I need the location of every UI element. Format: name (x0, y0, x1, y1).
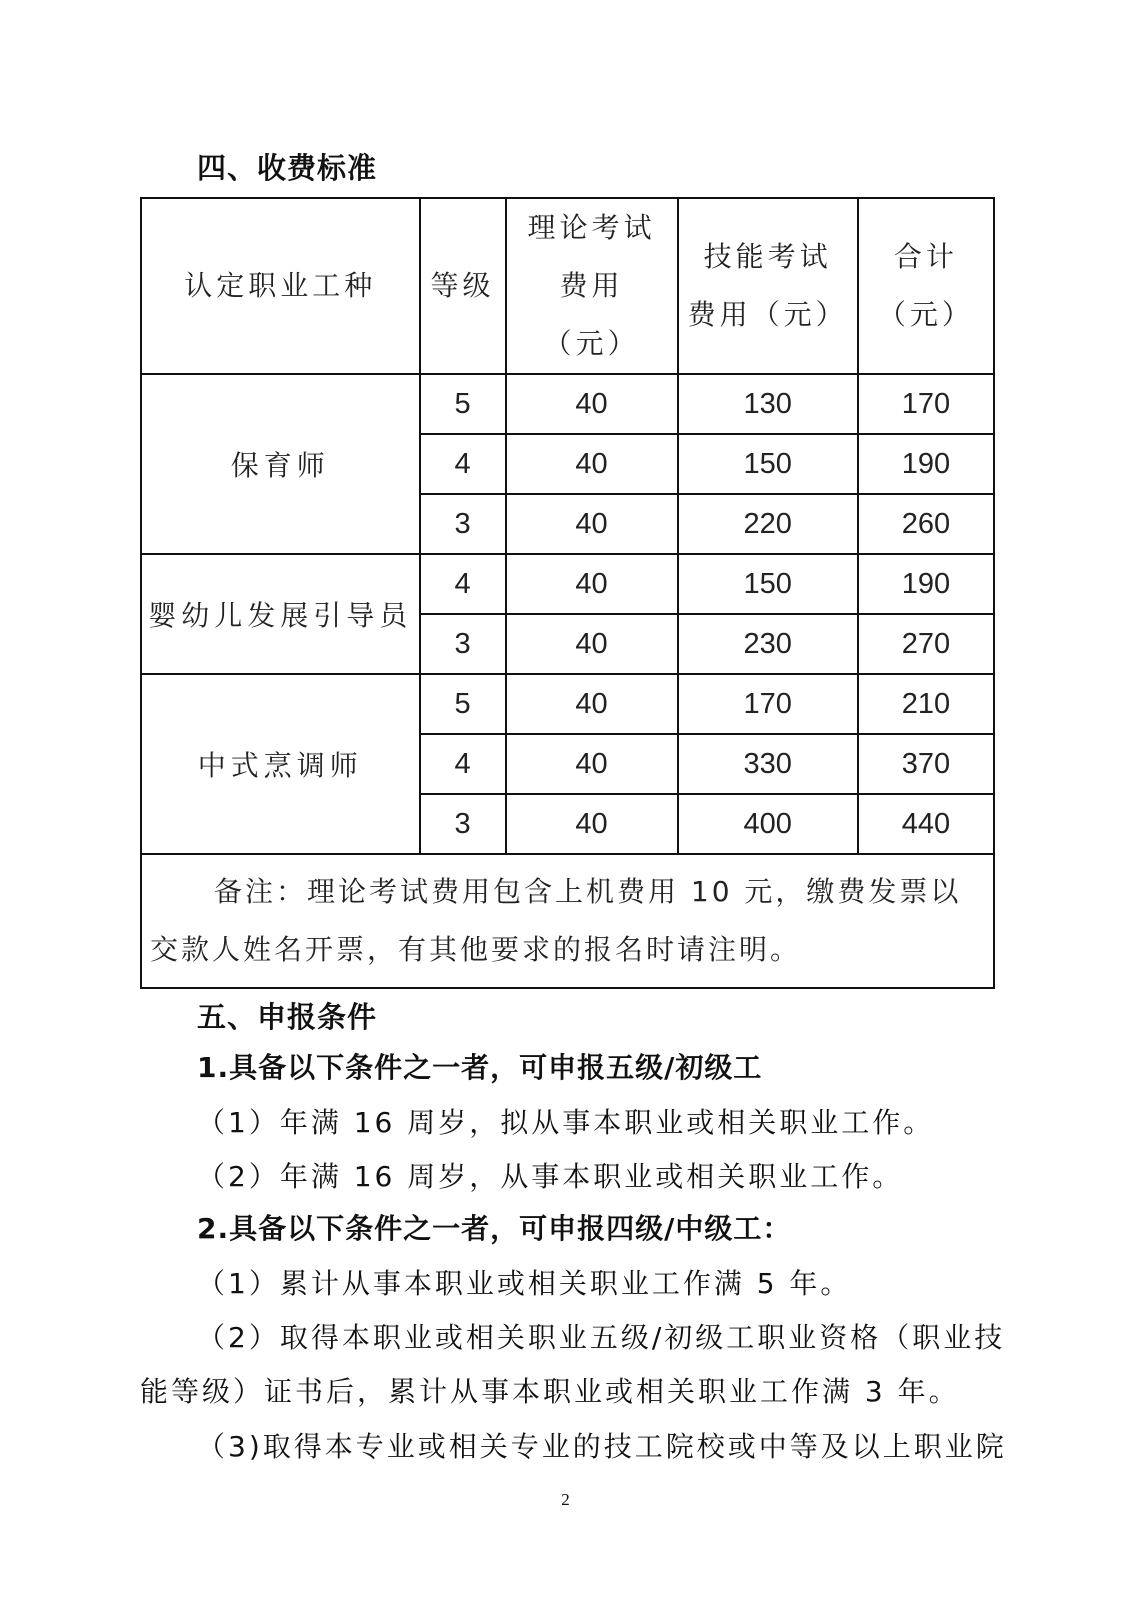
fee-table (140, 197, 995, 989)
section-4-title: 四、收费标准 (197, 151, 378, 185)
total-cell: 370 (858, 734, 994, 794)
theory-fee-cell: 40 (506, 734, 678, 794)
header-level: 等级 (420, 198, 506, 374)
skill-fee-cell: 400 (678, 794, 858, 854)
table-row (141, 554, 994, 614)
condition-2-item: （3)取得本专业或相关专业的技工院校或中等及以上职业院 (197, 1430, 1007, 1463)
theory-fee-cell: 40 (506, 494, 678, 554)
level-cell: 5 (420, 674, 506, 734)
total-cell: 440 (858, 794, 994, 854)
total-cell: 210 (858, 674, 994, 734)
note-cell (141, 854, 994, 988)
level-cell: 3 (420, 494, 506, 554)
section-5-title: 五、申报条件 (197, 1000, 378, 1034)
skill-fee-cell: 150 (678, 554, 858, 614)
skill-fee-cell: 220 (678, 494, 858, 554)
note-text: 备注：理论考试费用包含上机费用 10 元，缴费发票以交款人姓名开票，有其他要求的报名时请注明。 (150, 875, 962, 966)
theory-fee-cell: 40 (506, 374, 678, 434)
condition-1-title: 1.具备以下条件之一者，可申报五级/初级工 (197, 1051, 763, 1084)
condition-2-item: （2）取得本职业或相关职业五级/初级工职业资格（职业技 (197, 1321, 1006, 1354)
total-cell: 260 (858, 494, 994, 554)
table-header-row (141, 198, 994, 374)
header-occupation: 认定职业工种 (141, 198, 420, 374)
level-cell: 4 (420, 554, 506, 614)
skill-fee-cell: 230 (678, 614, 858, 674)
condition-2-item: （1）累计从事本职业或相关职业工作满 5 年。 (197, 1267, 852, 1300)
total-cell: 190 (858, 434, 994, 494)
condition-2-title: 2.具备以下条件之一者，可申报四级/中级工： (197, 1212, 792, 1245)
total-cell: 270 (858, 614, 994, 674)
condition-1-item: （1）年满 16 周岁，拟从事本职业或相关职业工作。 (197, 1106, 935, 1139)
header-theory-fee: 理论考试 费用 （元） (506, 198, 678, 374)
theory-fee-cell: 40 (506, 614, 678, 674)
total-cell: 190 (858, 554, 994, 614)
theory-fee-cell: 40 (506, 434, 678, 494)
header-total: 合计 （元） (858, 198, 994, 374)
skill-fee-cell: 170 (678, 674, 858, 734)
header-skill-fee: 技能考试 费用（元） (678, 198, 858, 374)
level-cell: 4 (420, 734, 506, 794)
condition-1-item: （2）年满 16 周岁，从事本职业或相关职业工作。 (197, 1160, 904, 1193)
skill-fee-cell: 330 (678, 734, 858, 794)
table-row (141, 374, 994, 434)
level-cell: 3 (420, 614, 506, 674)
occupation-cell: 保育师 (141, 374, 420, 554)
theory-fee-cell: 40 (506, 794, 678, 854)
level-cell: 4 (420, 434, 506, 494)
table-row (141, 674, 994, 734)
theory-fee-cell: 40 (506, 674, 678, 734)
total-cell: 170 (858, 374, 994, 434)
occupation-cell: 中式烹调师 (141, 674, 420, 854)
skill-fee-cell: 150 (678, 434, 858, 494)
note-row (141, 854, 994, 988)
level-cell: 3 (420, 794, 506, 854)
level-cell: 5 (420, 374, 506, 434)
theory-fee-cell: 40 (506, 554, 678, 614)
skill-fee-cell: 130 (678, 374, 858, 434)
occupation-cell: 婴幼儿发展引导员 (141, 554, 420, 674)
condition-2-item-continued: 能等级）证书后，累计从事本职业或相关职业工作满 3 年。 (140, 1375, 960, 1408)
page-number: 2 (561, 1490, 570, 1509)
